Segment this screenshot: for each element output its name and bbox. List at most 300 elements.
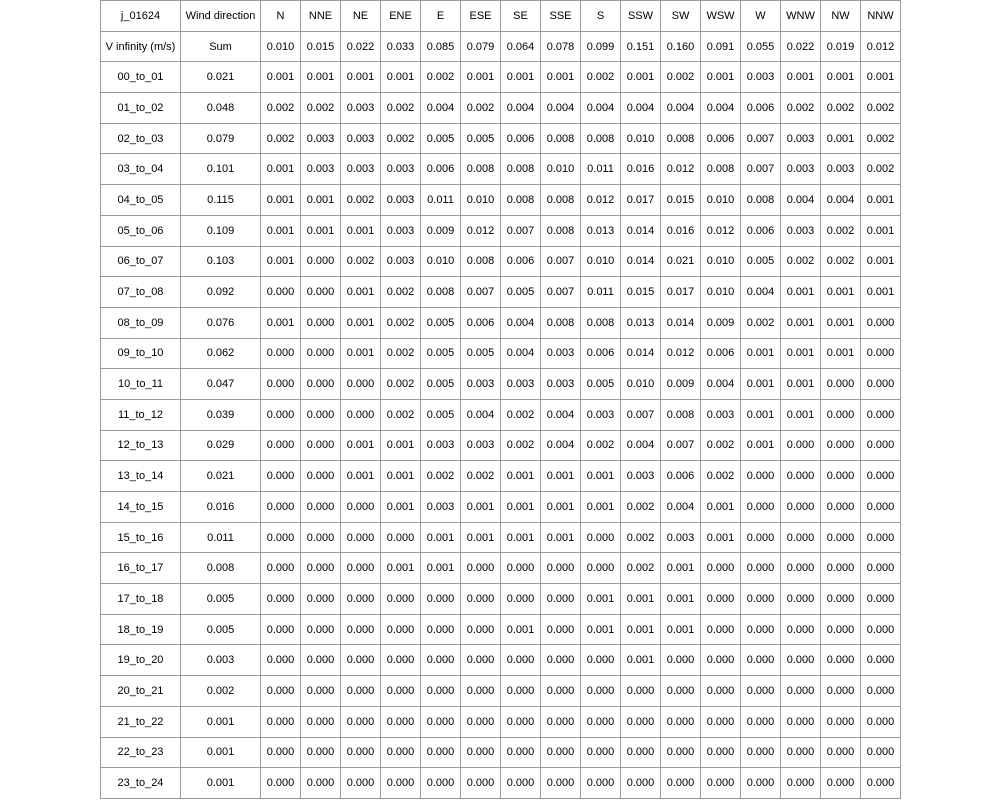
frequency-cell: 0.003 xyxy=(341,93,381,124)
frequency-cell: 0.000 xyxy=(301,614,341,645)
frequency-cell: 0.006 xyxy=(741,215,781,246)
frequency-cell: 0.000 xyxy=(501,768,541,799)
frequency-cell: 0.000 xyxy=(861,369,901,400)
frequency-cell: 0.000 xyxy=(261,584,301,615)
row-sum-cell: 0.115 xyxy=(181,185,261,216)
frequency-cell: 0.001 xyxy=(781,399,821,430)
frequency-cell: 0.002 xyxy=(621,553,661,584)
frequency-cell: 0.000 xyxy=(461,706,501,737)
frequency-cell: 0.000 xyxy=(701,737,741,768)
direction-total-cell: 0.151 xyxy=(621,31,661,62)
row-sum-cell: 0.005 xyxy=(181,584,261,615)
frequency-cell: 0.003 xyxy=(381,185,421,216)
frequency-cell: 0.000 xyxy=(621,706,661,737)
frequency-cell: 0.000 xyxy=(741,676,781,707)
frequency-cell: 0.000 xyxy=(341,768,381,799)
table-row xyxy=(101,522,901,553)
direction-header-cell: ESE xyxy=(461,1,501,32)
frequency-cell: 0.001 xyxy=(861,277,901,308)
frequency-cell: 0.001 xyxy=(261,154,301,185)
frequency-cell: 0.004 xyxy=(581,93,621,124)
frequency-cell: 0.000 xyxy=(821,614,861,645)
frequency-cell: 0.004 xyxy=(621,430,661,461)
frequency-cell: 0.005 xyxy=(461,338,501,369)
speed-bin-cell: 04_to_05 xyxy=(101,185,181,216)
frequency-cell: 0.000 xyxy=(741,706,781,737)
speed-bin-cell: 03_to_04 xyxy=(101,154,181,185)
frequency-cell: 0.000 xyxy=(261,492,301,523)
speed-bin-cell: 09_to_10 xyxy=(101,338,181,369)
direction-header-cell: NW xyxy=(821,1,861,32)
direction-header-cell: NE xyxy=(341,1,381,32)
row-sum-cell: 0.029 xyxy=(181,430,261,461)
frequency-cell: 0.001 xyxy=(701,522,741,553)
frequency-cell: 0.003 xyxy=(421,492,461,523)
frequency-cell: 0.000 xyxy=(381,706,421,737)
row-sum-cell: 0.076 xyxy=(181,307,261,338)
row-sum-cell: 0.062 xyxy=(181,338,261,369)
frequency-cell: 0.000 xyxy=(581,737,621,768)
frequency-cell: 0.000 xyxy=(341,399,381,430)
frequency-cell: 0.000 xyxy=(861,706,901,737)
frequency-cell: 0.000 xyxy=(421,676,461,707)
frequency-cell: 0.004 xyxy=(821,185,861,216)
frequency-cell: 0.000 xyxy=(821,768,861,799)
frequency-cell: 0.010 xyxy=(421,246,461,277)
table-row xyxy=(101,584,901,615)
frequency-cell: 0.000 xyxy=(381,676,421,707)
frequency-cell: 0.013 xyxy=(621,307,661,338)
frequency-cell: 0.000 xyxy=(261,645,301,676)
speed-bin-cell: 10_to_11 xyxy=(101,369,181,400)
table-row xyxy=(101,553,901,584)
table-row xyxy=(101,645,901,676)
frequency-cell: 0.003 xyxy=(541,369,581,400)
frequency-cell: 0.000 xyxy=(781,768,821,799)
frequency-cell: 0.002 xyxy=(861,93,901,124)
frequency-cell: 0.000 xyxy=(741,645,781,676)
speed-bin-cell: 17_to_18 xyxy=(101,584,181,615)
speed-bin-cell: 13_to_14 xyxy=(101,461,181,492)
frequency-cell: 0.001 xyxy=(541,522,581,553)
frequency-cell: 0.000 xyxy=(261,676,301,707)
frequency-cell: 0.004 xyxy=(701,369,741,400)
frequency-cell: 0.008 xyxy=(581,307,621,338)
frequency-cell: 0.001 xyxy=(381,553,421,584)
direction-total-cell: 0.022 xyxy=(341,31,381,62)
frequency-cell: 0.000 xyxy=(861,338,901,369)
frequency-cell: 0.001 xyxy=(301,62,341,93)
table-row xyxy=(101,123,901,154)
direction-header-cell: E xyxy=(421,1,461,32)
frequency-cell: 0.000 xyxy=(341,645,381,676)
frequency-cell: 0.008 xyxy=(741,185,781,216)
direction-header-cell: W xyxy=(741,1,781,32)
speed-bin-cell: 05_to_06 xyxy=(101,215,181,246)
frequency-cell: 0.000 xyxy=(341,706,381,737)
frequency-cell: 0.000 xyxy=(501,737,541,768)
direction-header-cell: SE xyxy=(501,1,541,32)
table-row xyxy=(101,461,901,492)
table-row xyxy=(101,154,901,185)
wind-frequency-table xyxy=(100,0,901,799)
frequency-cell: 0.003 xyxy=(381,246,421,277)
frequency-cell: 0.000 xyxy=(781,737,821,768)
frequency-cell: 0.000 xyxy=(661,737,701,768)
table-row xyxy=(101,93,901,124)
frequency-cell: 0.001 xyxy=(341,461,381,492)
frequency-cell: 0.000 xyxy=(861,645,901,676)
frequency-cell: 0.003 xyxy=(301,154,341,185)
frequency-cell: 0.009 xyxy=(701,307,741,338)
frequency-cell: 0.000 xyxy=(781,553,821,584)
frequency-cell: 0.001 xyxy=(341,215,381,246)
frequency-cell: 0.000 xyxy=(261,338,301,369)
frequency-cell: 0.011 xyxy=(581,277,621,308)
frequency-cell: 0.000 xyxy=(821,645,861,676)
row-sum-cell: 0.011 xyxy=(181,522,261,553)
frequency-cell: 0.002 xyxy=(381,399,421,430)
frequency-cell: 0.001 xyxy=(661,584,701,615)
frequency-cell: 0.000 xyxy=(541,614,581,645)
frequency-cell: 0.001 xyxy=(461,62,501,93)
frequency-cell: 0.003 xyxy=(421,430,461,461)
frequency-cell: 0.000 xyxy=(261,461,301,492)
frequency-cell: 0.016 xyxy=(661,215,701,246)
frequency-cell: 0.000 xyxy=(701,584,741,615)
direction-total-cell: 0.022 xyxy=(781,31,821,62)
frequency-cell: 0.000 xyxy=(861,492,901,523)
frequency-cell: 0.000 xyxy=(581,676,621,707)
direction-header-cell: NNW xyxy=(861,1,901,32)
frequency-cell: 0.007 xyxy=(661,430,701,461)
frequency-cell: 0.003 xyxy=(381,154,421,185)
frequency-cell: 0.000 xyxy=(861,307,901,338)
frequency-cell: 0.006 xyxy=(421,154,461,185)
direction-header-cell: N xyxy=(261,1,301,32)
frequency-cell: 0.000 xyxy=(821,706,861,737)
frequency-cell: 0.005 xyxy=(421,369,461,400)
direction-header-cell: ENE xyxy=(381,1,421,32)
frequency-cell: 0.000 xyxy=(261,369,301,400)
frequency-cell: 0.001 xyxy=(861,62,901,93)
frequency-cell: 0.000 xyxy=(261,522,301,553)
frequency-cell: 0.014 xyxy=(661,307,701,338)
speed-bin-cell: 22_to_23 xyxy=(101,737,181,768)
frequency-cell: 0.006 xyxy=(741,93,781,124)
frequency-cell: 0.000 xyxy=(301,737,341,768)
frequency-cell: 0.000 xyxy=(821,430,861,461)
frequency-cell: 0.001 xyxy=(261,62,301,93)
direction-header-cell: WSW xyxy=(701,1,741,32)
frequency-cell: 0.000 xyxy=(781,430,821,461)
frequency-cell: 0.002 xyxy=(781,246,821,277)
table-body xyxy=(101,1,901,799)
frequency-cell: 0.001 xyxy=(621,62,661,93)
frequency-cell: 0.001 xyxy=(781,307,821,338)
frequency-cell: 0.000 xyxy=(341,522,381,553)
frequency-cell: 0.001 xyxy=(381,62,421,93)
frequency-cell: 0.001 xyxy=(821,62,861,93)
row-sum-cell: 0.039 xyxy=(181,399,261,430)
row-sum-cell: 0.001 xyxy=(181,737,261,768)
frequency-cell: 0.008 xyxy=(701,154,741,185)
frequency-cell: 0.005 xyxy=(461,123,501,154)
frequency-cell: 0.004 xyxy=(421,93,461,124)
frequency-cell: 0.005 xyxy=(581,369,621,400)
frequency-cell: 0.003 xyxy=(821,154,861,185)
frequency-cell: 0.002 xyxy=(821,246,861,277)
frequency-cell: 0.000 xyxy=(741,522,781,553)
direction-total-cell: 0.078 xyxy=(541,31,581,62)
frequency-cell: 0.008 xyxy=(501,185,541,216)
frequency-cell: 0.010 xyxy=(581,246,621,277)
frequency-cell: 0.000 xyxy=(701,706,741,737)
frequency-cell: 0.000 xyxy=(781,614,821,645)
frequency-cell: 0.008 xyxy=(461,154,501,185)
frequency-cell: 0.003 xyxy=(661,522,701,553)
frequency-cell: 0.001 xyxy=(821,277,861,308)
frequency-cell: 0.013 xyxy=(581,215,621,246)
frequency-cell: 0.011 xyxy=(421,185,461,216)
frequency-cell: 0.003 xyxy=(701,399,741,430)
frequency-cell: 0.000 xyxy=(741,492,781,523)
table-row xyxy=(101,62,901,93)
frequency-cell: 0.000 xyxy=(421,614,461,645)
speed-bin-cell: 23_to_24 xyxy=(101,768,181,799)
frequency-cell: 0.001 xyxy=(821,338,861,369)
frequency-cell: 0.000 xyxy=(821,399,861,430)
frequency-cell: 0.004 xyxy=(461,399,501,430)
frequency-cell: 0.000 xyxy=(701,676,741,707)
frequency-cell: 0.000 xyxy=(341,584,381,615)
row-sum-cell: 0.021 xyxy=(181,62,261,93)
speed-bin-cell: 01_to_02 xyxy=(101,93,181,124)
table-row xyxy=(101,676,901,707)
frequency-cell: 0.010 xyxy=(701,277,741,308)
table-row xyxy=(101,768,901,799)
table-row xyxy=(101,338,901,369)
frequency-cell: 0.000 xyxy=(861,584,901,615)
frequency-cell: 0.001 xyxy=(501,492,541,523)
sum-label: Sum xyxy=(181,31,261,62)
table-row xyxy=(101,215,901,246)
frequency-cell: 0.016 xyxy=(621,154,661,185)
direction-header-row xyxy=(101,1,901,32)
frequency-cell: 0.001 xyxy=(581,461,621,492)
frequency-cell: 0.002 xyxy=(861,154,901,185)
row-sum-cell: 0.003 xyxy=(181,645,261,676)
frequency-cell: 0.000 xyxy=(261,277,301,308)
frequency-cell: 0.000 xyxy=(301,369,341,400)
frequency-cell: 0.004 xyxy=(541,399,581,430)
frequency-cell: 0.000 xyxy=(301,553,341,584)
frequency-cell: 0.002 xyxy=(581,62,621,93)
frequency-cell: 0.015 xyxy=(621,277,661,308)
frequency-cell: 0.010 xyxy=(541,154,581,185)
frequency-cell: 0.010 xyxy=(701,246,741,277)
frequency-cell: 0.001 xyxy=(261,185,301,216)
frequency-cell: 0.004 xyxy=(501,93,541,124)
speed-bin-cell: 11_to_12 xyxy=(101,399,181,430)
row-sum-cell: 0.047 xyxy=(181,369,261,400)
frequency-cell: 0.001 xyxy=(821,123,861,154)
speed-label: V infinity (m/s) xyxy=(101,31,181,62)
frequency-cell: 0.000 xyxy=(621,737,661,768)
speed-bin-cell: 07_to_08 xyxy=(101,277,181,308)
frequency-cell: 0.002 xyxy=(381,307,421,338)
frequency-cell: 0.004 xyxy=(741,277,781,308)
frequency-cell: 0.000 xyxy=(861,399,901,430)
frequency-cell: 0.002 xyxy=(701,430,741,461)
frequency-cell: 0.002 xyxy=(741,307,781,338)
frequency-cell: 0.002 xyxy=(381,338,421,369)
table-row xyxy=(101,430,901,461)
direction-header-cell: SSE xyxy=(541,1,581,32)
frequency-cell: 0.000 xyxy=(861,461,901,492)
frequency-cell: 0.002 xyxy=(461,461,501,492)
table-row xyxy=(101,737,901,768)
frequency-cell: 0.005 xyxy=(421,338,461,369)
row-sum-cell: 0.048 xyxy=(181,93,261,124)
frequency-cell: 0.000 xyxy=(301,492,341,523)
frequency-cell: 0.000 xyxy=(461,553,501,584)
frequency-cell: 0.000 xyxy=(461,737,501,768)
frequency-cell: 0.008 xyxy=(461,246,501,277)
frequency-cell: 0.001 xyxy=(301,215,341,246)
frequency-cell: 0.006 xyxy=(501,246,541,277)
frequency-cell: 0.000 xyxy=(301,584,341,615)
frequency-cell: 0.000 xyxy=(421,584,461,615)
frequency-cell: 0.008 xyxy=(541,185,581,216)
site-id-cell: j_01624 xyxy=(101,1,181,32)
frequency-cell: 0.000 xyxy=(821,553,861,584)
frequency-cell: 0.001 xyxy=(861,185,901,216)
speed-bin-cell: 18_to_19 xyxy=(101,614,181,645)
direction-total-cell: 0.079 xyxy=(461,31,501,62)
row-sum-cell: 0.021 xyxy=(181,461,261,492)
frequency-cell: 0.000 xyxy=(821,676,861,707)
frequency-cell: 0.003 xyxy=(781,154,821,185)
direction-total-cell: 0.091 xyxy=(701,31,741,62)
frequency-cell: 0.001 xyxy=(581,614,621,645)
frequency-cell: 0.001 xyxy=(381,492,421,523)
frequency-cell: 0.002 xyxy=(821,93,861,124)
frequency-cell: 0.006 xyxy=(461,307,501,338)
direction-header-cell: SSW xyxy=(621,1,661,32)
frequency-cell: 0.000 xyxy=(861,553,901,584)
frequency-cell: 0.001 xyxy=(781,369,821,400)
frequency-cell: 0.000 xyxy=(741,461,781,492)
frequency-cell: 0.000 xyxy=(301,246,341,277)
frequency-cell: 0.010 xyxy=(621,369,661,400)
frequency-cell: 0.001 xyxy=(541,461,581,492)
frequency-cell: 0.003 xyxy=(501,369,541,400)
frequency-cell: 0.005 xyxy=(421,307,461,338)
frequency-cell: 0.000 xyxy=(301,338,341,369)
frequency-cell: 0.005 xyxy=(421,123,461,154)
frequency-cell: 0.003 xyxy=(341,123,381,154)
frequency-cell: 0.000 xyxy=(661,645,701,676)
direction-total-cell: 0.033 xyxy=(381,31,421,62)
speed-bin-cell: 20_to_21 xyxy=(101,676,181,707)
frequency-cell: 0.001 xyxy=(341,277,381,308)
frequency-cell: 0.010 xyxy=(701,185,741,216)
frequency-cell: 0.000 xyxy=(541,553,581,584)
frequency-cell: 0.000 xyxy=(421,768,461,799)
frequency-cell: 0.006 xyxy=(581,338,621,369)
frequency-cell: 0.003 xyxy=(461,430,501,461)
frequency-cell: 0.008 xyxy=(541,307,581,338)
frequency-cell: 0.002 xyxy=(781,93,821,124)
row-sum-cell: 0.016 xyxy=(181,492,261,523)
frequency-cell: 0.006 xyxy=(701,123,741,154)
direction-total-cell: 0.085 xyxy=(421,31,461,62)
speed-bin-cell: 06_to_07 xyxy=(101,246,181,277)
frequency-cell: 0.001 xyxy=(661,614,701,645)
frequency-cell: 0.000 xyxy=(381,737,421,768)
frequency-cell: 0.012 xyxy=(661,338,701,369)
frequency-cell: 0.000 xyxy=(821,584,861,615)
frequency-cell: 0.000 xyxy=(461,645,501,676)
frequency-cell: 0.000 xyxy=(741,768,781,799)
frequency-cell: 0.002 xyxy=(341,185,381,216)
frequency-cell: 0.001 xyxy=(301,185,341,216)
frequency-cell: 0.001 xyxy=(261,307,301,338)
frequency-cell: 0.002 xyxy=(261,123,301,154)
frequency-cell: 0.001 xyxy=(781,277,821,308)
frequency-cell: 0.000 xyxy=(861,614,901,645)
frequency-cell: 0.000 xyxy=(661,706,701,737)
row-sum-cell: 0.001 xyxy=(181,768,261,799)
frequency-cell: 0.000 xyxy=(301,307,341,338)
frequency-cell: 0.000 xyxy=(301,461,341,492)
frequency-cell: 0.001 xyxy=(781,62,821,93)
frequency-cell: 0.000 xyxy=(461,768,501,799)
frequency-cell: 0.001 xyxy=(781,338,821,369)
frequency-cell: 0.002 xyxy=(501,430,541,461)
frequency-cell: 0.002 xyxy=(621,492,661,523)
frequency-cell: 0.000 xyxy=(261,553,301,584)
frequency-cell: 0.000 xyxy=(741,553,781,584)
direction-totals-row xyxy=(101,31,901,62)
frequency-cell: 0.000 xyxy=(781,676,821,707)
frequency-cell: 0.000 xyxy=(781,645,821,676)
direction-total-cell: 0.064 xyxy=(501,31,541,62)
direction-header-cell: SW xyxy=(661,1,701,32)
frequency-cell: 0.001 xyxy=(501,522,541,553)
table-row xyxy=(101,185,901,216)
frequency-cell: 0.000 xyxy=(421,706,461,737)
frequency-cell: 0.007 xyxy=(541,277,581,308)
frequency-cell: 0.000 xyxy=(701,553,741,584)
frequency-cell: 0.015 xyxy=(661,185,701,216)
frequency-cell: 0.002 xyxy=(381,93,421,124)
frequency-cell: 0.017 xyxy=(621,185,661,216)
frequency-cell: 0.000 xyxy=(381,584,421,615)
frequency-cell: 0.000 xyxy=(581,768,621,799)
frequency-cell: 0.001 xyxy=(581,492,621,523)
frequency-cell: 0.000 xyxy=(421,737,461,768)
frequency-cell: 0.003 xyxy=(781,215,821,246)
table-row xyxy=(101,369,901,400)
direction-total-cell: 0.010 xyxy=(261,31,301,62)
frequency-cell: 0.002 xyxy=(341,246,381,277)
frequency-cell: 0.001 xyxy=(341,62,381,93)
frequency-cell: 0.001 xyxy=(621,645,661,676)
frequency-cell: 0.003 xyxy=(541,338,581,369)
frequency-cell: 0.001 xyxy=(421,522,461,553)
